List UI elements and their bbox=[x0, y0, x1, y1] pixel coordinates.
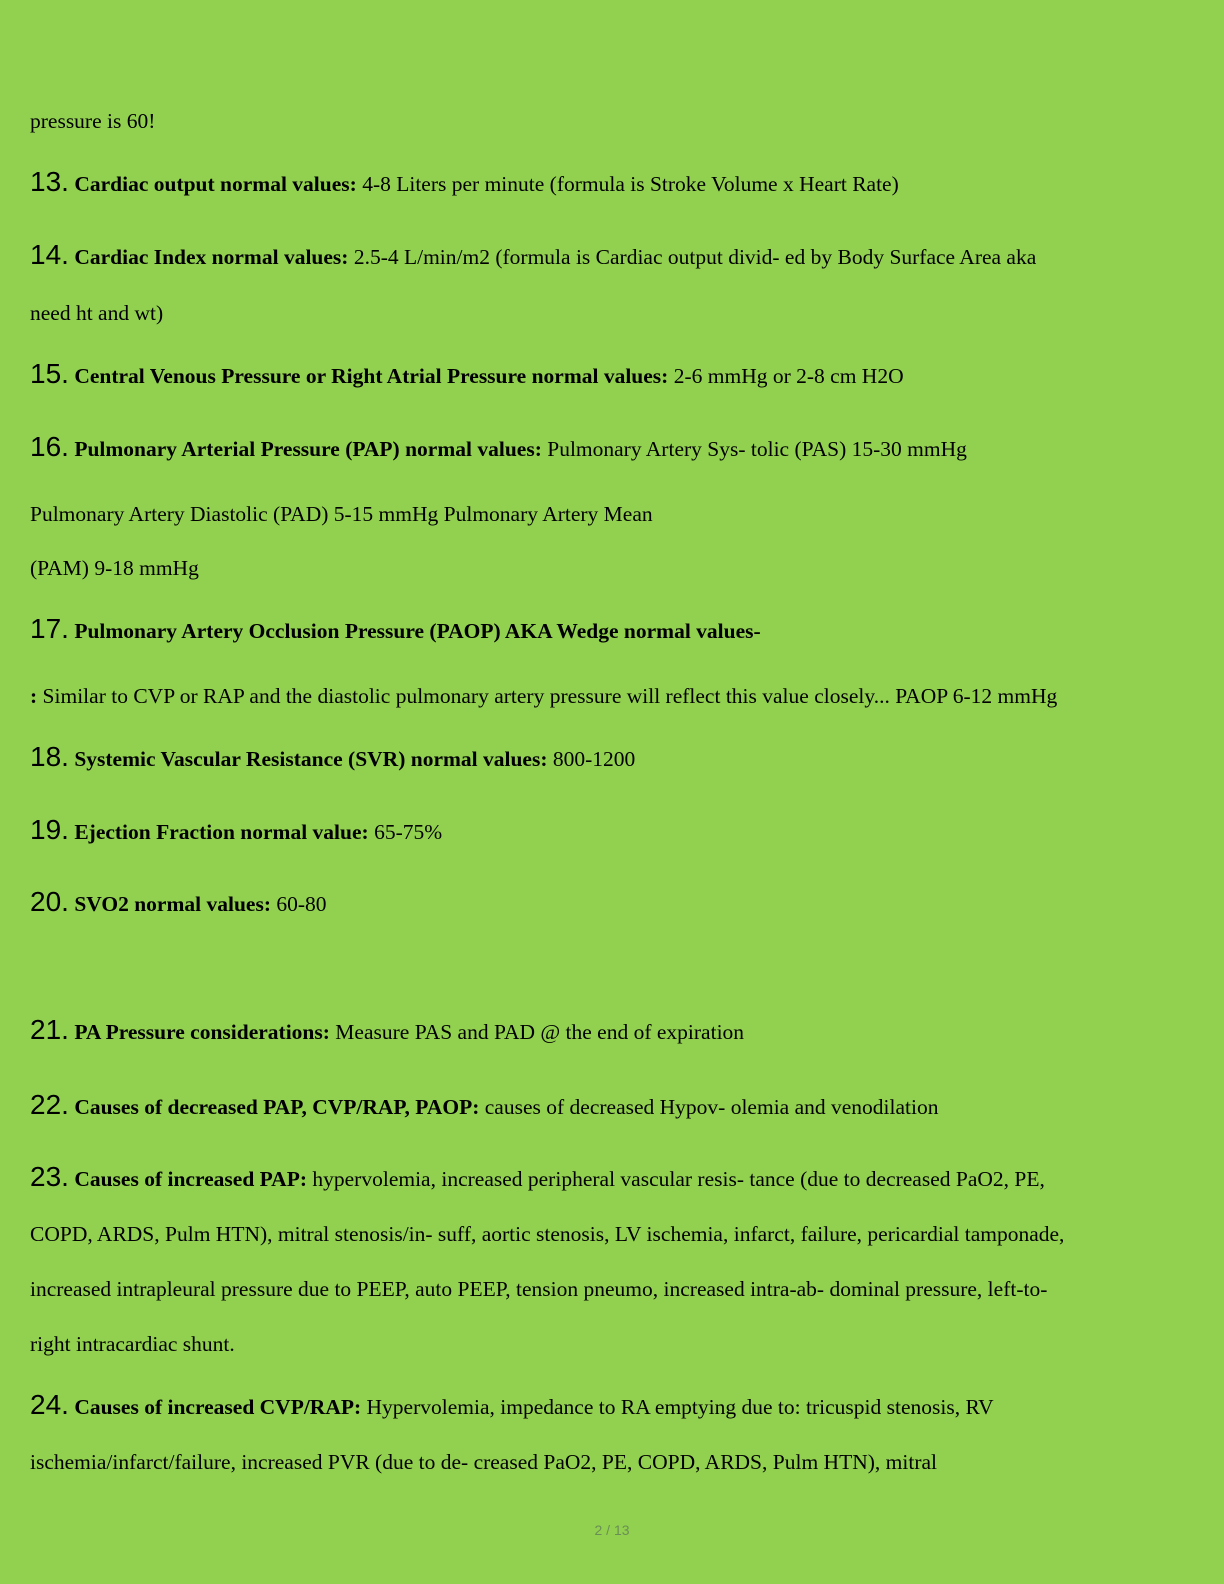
item-number: 17. bbox=[30, 613, 69, 644]
item-text: 65-75% bbox=[368, 820, 443, 844]
item-20 bbox=[30, 888, 327, 916]
item-label: Cardiac Index normal values: bbox=[74, 245, 349, 269]
item-text: 800-1200 bbox=[547, 747, 636, 771]
item-text: Measure PAS and PAD @ the end of expiration bbox=[329, 1020, 745, 1044]
item-text: causes of decreased Hypov- olemia and venodilation bbox=[479, 1095, 939, 1119]
item-number: 18. bbox=[30, 741, 69, 772]
item-13 bbox=[30, 168, 899, 196]
item-17 bbox=[30, 615, 761, 643]
item-label-cont: : bbox=[30, 684, 38, 708]
item-label: PA Pressure considerations: bbox=[74, 1020, 330, 1044]
item-21 bbox=[30, 1016, 744, 1044]
item-number: 24. bbox=[30, 1389, 69, 1420]
item-label: Central Venous Pressure or Right Atrial Pressure normal values: bbox=[74, 364, 669, 388]
item-15 bbox=[30, 360, 904, 388]
item-23-cont: right intracardiac shunt. bbox=[30, 1332, 235, 1356]
item-23 bbox=[30, 1163, 1045, 1191]
item-23-cont: increased intrapleural pressure due to PEEP, auto PEEP, tension pneumo, increased intra-ab- dominal pressure, left-to- bbox=[30, 1277, 1048, 1301]
item-text: 2.5-4 L/min/m2 (formula is Cardiac output divid- ed by Body Surface Area aka bbox=[348, 245, 1037, 269]
item-label: Systemic Vascular Resistance (SVR) normal values: bbox=[74, 747, 548, 771]
continuation-text: pressure is 60! bbox=[30, 109, 156, 133]
item-24 bbox=[30, 1391, 994, 1419]
item-label: Causes of increased CVP/RAP: bbox=[74, 1395, 362, 1419]
item-23-cont: COPD, ARDS, Pulm HTN), mitral stenosis/in- suff, aortic stenosis, LV ischemia, infarct, failure, pericardial tamponade, bbox=[30, 1222, 1065, 1246]
item-label: Cardiac output normal values: bbox=[74, 172, 357, 196]
item-text: Similar to CVP or RAP and the diastolic pulmonary artery pressure will reflect this value closely... PAOP 6-12 mmHg bbox=[37, 684, 1058, 708]
item-number: 22. bbox=[30, 1089, 69, 1120]
item-14-cont: need ht and wt) bbox=[30, 301, 164, 325]
item-17-cont bbox=[30, 686, 1057, 708]
item-number: 20. bbox=[30, 886, 69, 917]
item-text: Pulmonary Artery Sys- tolic (PAS) 15-30 mmHg bbox=[541, 437, 967, 461]
item-16-cont: Pulmonary Artery Diastolic (PAD) 5-15 mmHg Pulmonary Artery Mean bbox=[30, 502, 653, 526]
item-number: 21. bbox=[30, 1014, 69, 1045]
item-number: 15. bbox=[30, 358, 69, 389]
item-label: Causes of decreased PAP, CVP/RAP, PAOP: bbox=[74, 1095, 480, 1119]
item-label: SVO2 normal values: bbox=[74, 892, 271, 916]
page-indicator: 2 / 13 bbox=[594, 1522, 630, 1538]
item-number: 14. bbox=[30, 239, 69, 270]
item-text: Hypervolemia, impedance to RA emptying due to: tricuspid stenosis, RV bbox=[361, 1395, 994, 1419]
item-16-cont: (PAM) 9-18 mmHg bbox=[30, 556, 199, 580]
item-text: 60-80 bbox=[270, 892, 327, 916]
item-18 bbox=[30, 743, 635, 771]
item-14 bbox=[30, 241, 1036, 269]
item-label: Pulmonary Arterial Pressure (PAP) normal values: bbox=[74, 437, 542, 461]
item-label: Ejection Fraction normal value: bbox=[74, 820, 369, 844]
item-number: 16. bbox=[30, 431, 69, 462]
item-16 bbox=[30, 433, 967, 461]
item-text: 4-8 Liters per minute (formula is Stroke Volume x Heart Rate) bbox=[356, 172, 899, 196]
item-22 bbox=[30, 1091, 939, 1119]
item-number: 13. bbox=[30, 166, 69, 197]
item-19 bbox=[30, 816, 442, 844]
item-number: 23. bbox=[30, 1161, 69, 1192]
item-text: hypervolemia, increased peripheral vascular resis- tance (due to decreased PaO2, PE, bbox=[307, 1167, 1045, 1191]
item-24-cont: ischemia/infarct/failure, increased PVR (due to de- creased PaO2, PE, COPD, ARDS, Pulm HTN), mitral bbox=[30, 1450, 937, 1474]
item-label: Pulmonary Artery Occlusion Pressure (PAOP) AKA Wedge normal values- bbox=[74, 619, 761, 643]
item-text: 2-6 mmHg or 2-8 cm H2O bbox=[668, 364, 904, 388]
item-number: 19. bbox=[30, 814, 69, 845]
item-label: Causes of increased PAP: bbox=[74, 1167, 308, 1191]
